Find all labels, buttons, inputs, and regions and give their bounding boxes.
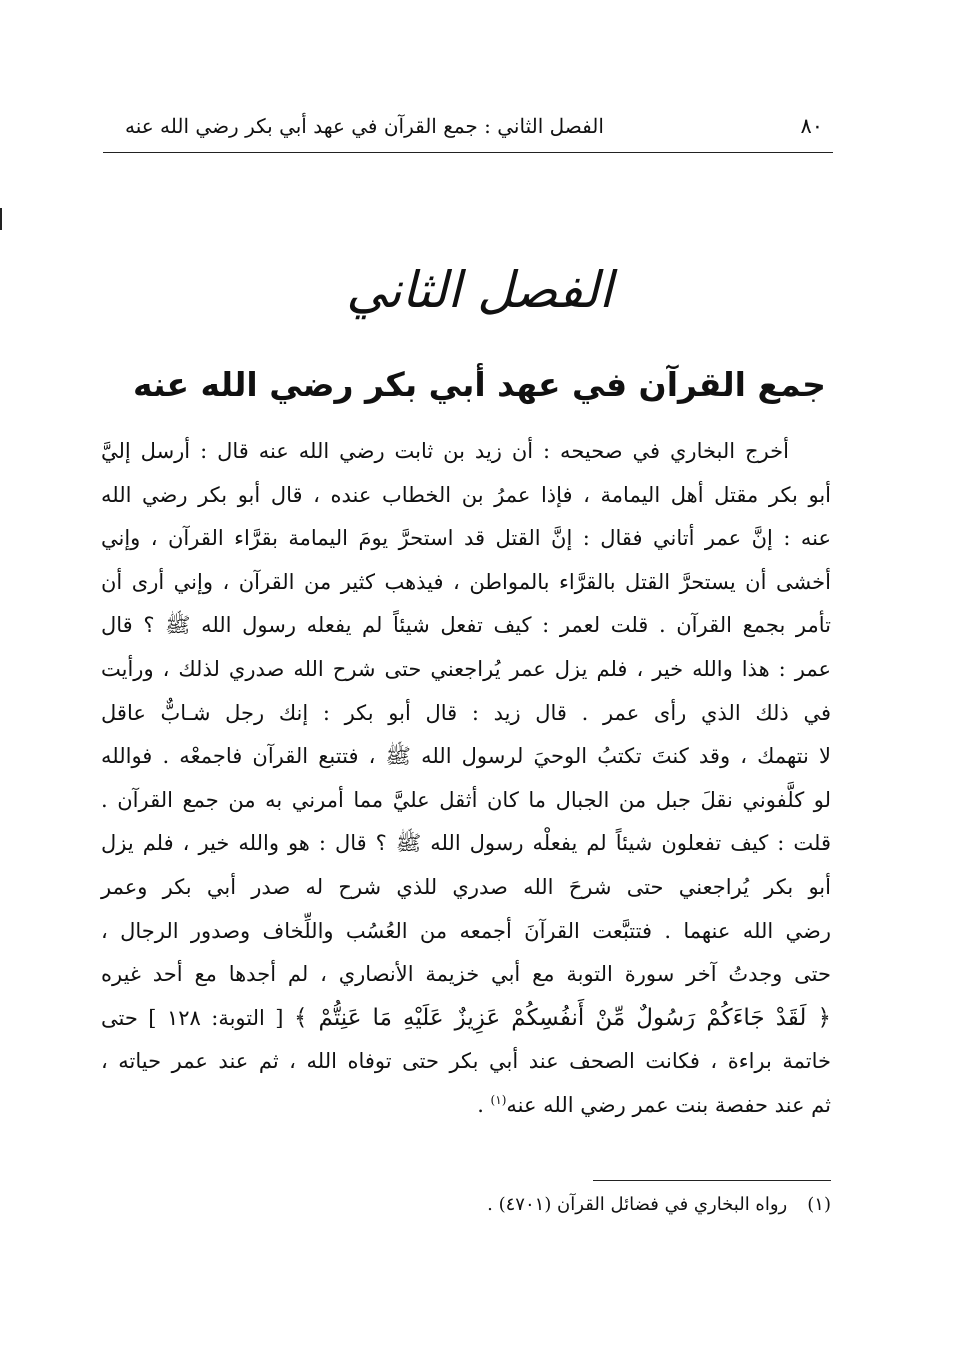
chapter-title: الفصل الثاني xyxy=(346,261,613,319)
body-line: أبو بكر يُراجعني حتى شرحَ الله صدري للذي شرح له صدر أبي بكر وعمر xyxy=(101,874,831,899)
body-line: تأمر بجمع القرآن . قلت لعمر : كيف تفعل شيئاً لم يفعله رسول الله ﷺ ؟ قال xyxy=(101,613,831,638)
margin-mark xyxy=(0,208,2,230)
body-line-text: ثم عند حفصة بنت عمر رضي الله عنه xyxy=(506,1092,831,1117)
quran-verse: ﴿ لَقَدْ جَاءَكُمْ رَسُولٌ مِّنْ أَنفُسِكُمْ عَزِيزٌ عَلَيْهِ مَا عَنِتُّمْ ﴾ xyxy=(293,1004,832,1031)
footnote xyxy=(300,1190,831,1220)
footnote-marker: (١) xyxy=(490,1092,507,1107)
body-line: لو كلَّفوني نقلَ جبل من الجبال ما كان أثقل عليَّ مما أمرني به من جمع القرآن . xyxy=(101,787,831,812)
body-text xyxy=(101,430,831,1128)
page-number: ٨٠ xyxy=(800,114,823,138)
body-line: لا نتهمك ، وقد كنتَ تكتبُ الوحيَ لرسول الله ﷺ ، فتتبع القرآن فاجمعْه . فوالله xyxy=(101,744,831,769)
verse-reference: [ التوبة: ١٢٨ ] xyxy=(148,1005,284,1030)
body-line: رضي الله عنهما . فتتبَّعت القرآنَ أجمعه من العُسُب واللِّخاف وصدور الرجال ، xyxy=(101,918,831,943)
footnote-text: رواه البخاري في فضائل القرآن (٤٧٠١) . xyxy=(487,1194,788,1215)
running-title: الفصل الثاني : جمع القرآن في عهد أبي بكر رضي الله عنه xyxy=(125,114,604,138)
footnote-number: (١) xyxy=(807,1194,831,1215)
verse-line xyxy=(101,997,831,1041)
body-line: أخشى أن يستحرَّ القتل بالقرَّاء بالمواطن ، فيذهب كثير من القرآن ، وإني أرى أن xyxy=(101,569,831,594)
verse-continuation: حتى xyxy=(101,1005,138,1030)
footnote-divider xyxy=(593,1180,831,1181)
body-line: في ذلك الذي رأى عمر . قال زيد : قال أبو بكر : إنك رجل شـابٌّ عاقل xyxy=(101,700,831,725)
body-line-last xyxy=(101,1084,831,1128)
body-line: خاتمة براءة ، فكانت الصحف عند أبي بكر حتى توفاه الله ، ثم عند عمر حياته ، xyxy=(101,1049,831,1074)
header-divider xyxy=(103,152,833,153)
body-line: حتى وجدتُ آخر سورة التوبة مع أبي خزيمة الأنصاري ، لم أجدها مع أحد غيره xyxy=(101,962,831,987)
body-line: قلت : كيف تفعلون شيئاً لم يفعلْه رسول الله ﷺ ؟ قال : هو والله خير ، فلم يزل xyxy=(101,831,831,856)
running-header xyxy=(103,108,831,148)
body-line: عمر : هذا والله خير ، فلم يزل عمر يُراجعني حتى شرح الله صدري لذلك ، ورأيت xyxy=(101,656,831,681)
section-title: جمع القرآن في عهد أبي بكر رضي الله عنه xyxy=(133,365,826,404)
body-line: أخرج البخاري في صحيحه : أن زيد بن ثابت رضي الله عنه قال : أرسل إليَّ xyxy=(101,439,789,463)
line-end-punctuation: . xyxy=(477,1092,491,1117)
body-line: أبو بكر مقتل أهل اليمامة ، فإذا عمرُ بن الخطاب عنده ، قال أبو بكر رضي الله xyxy=(101,482,831,507)
body-line: عنه : إنَّ عمر أتاني فقال : إنَّ القتل قد استحرَّ يومَ اليمامة بقرَّاء القرآن ، وإني xyxy=(101,526,831,551)
